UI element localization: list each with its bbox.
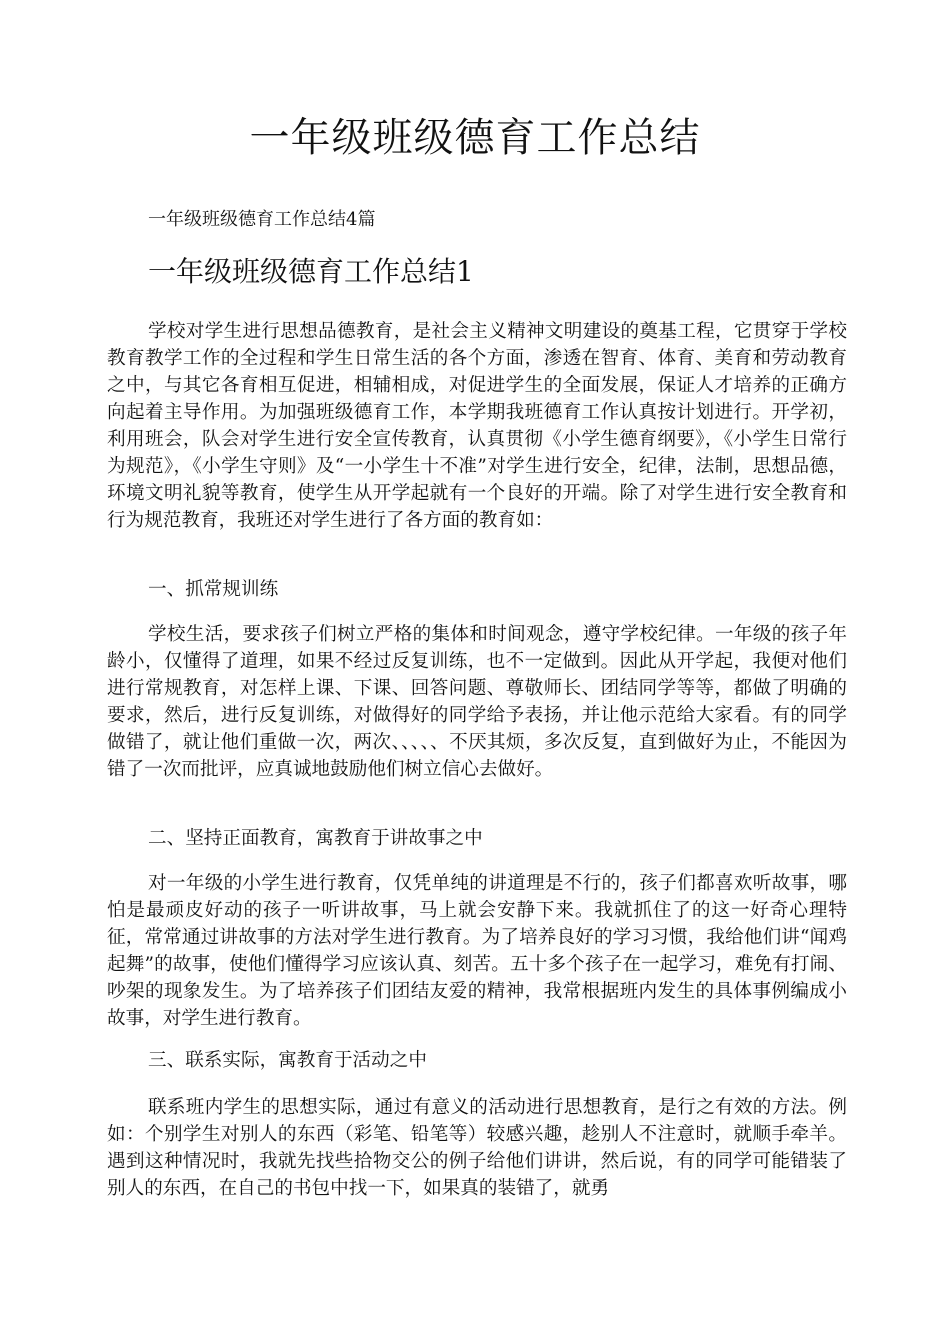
section-heading: 一年级班级德育工作总结1 bbox=[148, 255, 474, 288]
subheading-storytelling: 二、坚持正面教育，寓教育于讲故事之中 bbox=[148, 828, 483, 849]
subheading-routine-training: 一、抓常规训练 bbox=[148, 579, 279, 600]
paragraph-routine-training: 学校生活，要求孩子们树立严格的集体和时间观念，遵守学校纪律。一年级的孩子年龄小，仅懂得了道理，如果不经过反复训练，也不一定做到。因此从开学起，我便对他们进行常规教育，对怎样上课、下课、回答问题、尊敬师长、团结同学等等，都做了明确的要求，然后，进行反复训练，对做得好的同学给予表扬，并让他示范给大家看。有的同学做错了，就让他们重做一次，两次、、、、、不厌其烦，多次反复，直到做好为止，不能因为错了一次而批评，应真诚地鼓励他们树立信心去做好。 bbox=[107, 624, 847, 780]
paragraph-storytelling: 对一年级的小学生进行教育，仅凭单纯的讲道理是不行的，孩子们都喜欢听故事，哪怕是最顽皮好动的孩子一听讲故事，马上就会安静下来。我就抓住了的这一好奇心理特征，常常通过讲故事的方法对学生进行教育。为了培养良好的学习习惯，我给他们讲“闻鸡起舞”的故事，使他们懂得学习应该认真、刻苦。五十多个孩子在一起学习，难免有打闹、吵架的现象发生。为了培养孩子们团结友爱的精神，我常根据班内发生的具体事例编成小故事，对学生进行教育。 bbox=[107, 873, 847, 1029]
subheading-activities: 三、联系实际，寓教育于活动之中 bbox=[148, 1050, 427, 1071]
document-subtitle: 一年级班级德育工作总结4篇 bbox=[148, 209, 376, 230]
document-title: 一年级班级德育工作总结 bbox=[249, 115, 701, 161]
paragraph-activities: 联系班内学生的思想实际，通过有意义的活动进行思想教育，是行之有效的方法。例如：个别学生对别人的东西（彩笔、铅笔等）较感兴趣，趁别人不注意时，就顺手牵羊。遇到这种情况时，我就先找些拾物交公的例子给他们讲讲，然后说，有的同学可能错装了别人的东西，在自己的书包中找一下，如果真的装错了，就勇 bbox=[107, 1097, 847, 1199]
paragraph-intro: 学校对学生进行思想品德教育，是社会主义精神文明建设的奠基工程，它贯穿于学校教育教学工作的全过程和学生日常生活的各个方面，渗透在智育、体育、美育和劳动教育之中，与其它各育相互促进，相辅相成，对促进学生的全面发展，保证人才培养的正确方向起着主导作用。为加强班级德育工作，本学期我班德育工作认真按计划进行。开学初，利用班会，队会对学生进行安全宣传教育，认真贯彻《小学生德育纲要》，《小学生日常行为规范》，《小学生守则》及“一小学生十不准”对学生进行安全，纪律，法制，思想品德，环境文明礼貌等教育，使学生从开学起就有一个良好的开端。除了对学生进行安全教育和行为规范教育，我班还对学生进行了各方面的教育如： bbox=[107, 321, 847, 531]
